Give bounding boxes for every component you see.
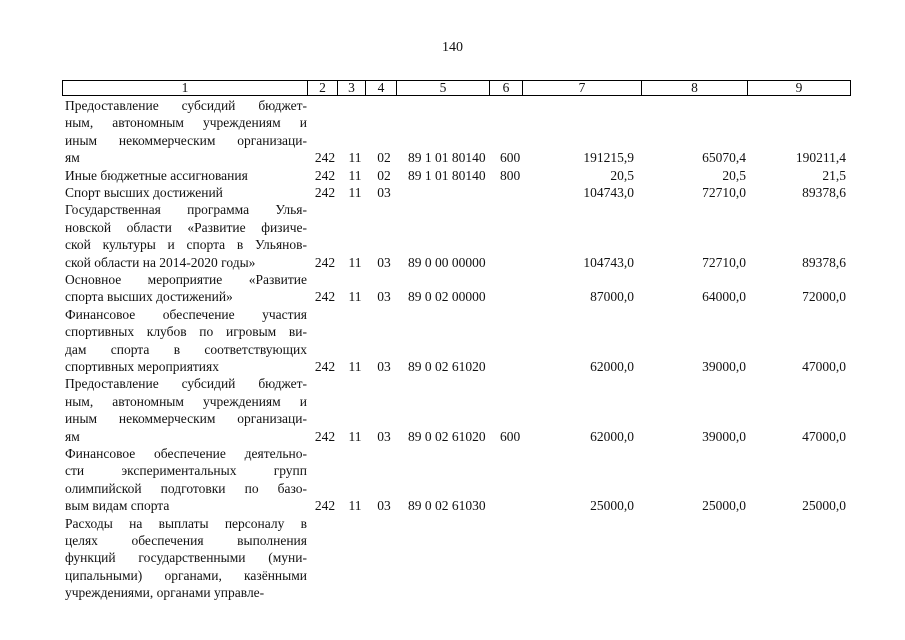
row-value-c5: 89 0 02 61020 xyxy=(408,358,486,374)
row-value-c8: 64000,0 xyxy=(702,289,746,305)
row-value-c9: 47000,0 xyxy=(802,358,846,374)
header-col-9: 9 xyxy=(747,81,850,95)
row-description xyxy=(65,184,307,201)
row-value-c3: 11 xyxy=(348,289,362,305)
row-description xyxy=(65,445,307,515)
row-value-c5: 89 1 01 80140 xyxy=(408,150,486,166)
row-value-c4: 02 xyxy=(377,167,391,183)
row-value-c9: 89378,6 xyxy=(802,254,846,270)
header-col-6: 6 xyxy=(489,81,522,95)
row-description-line: Спорт высших достижений xyxy=(65,185,223,200)
row-value-c7: 191215,9 xyxy=(583,150,634,166)
row-description-line: целях обеспечения выполнения xyxy=(65,533,307,548)
row-description-line: иным некоммерческим организаци- xyxy=(65,411,307,427)
row-value-c4: 02 xyxy=(377,150,391,166)
row-value-c8: 65070,4 xyxy=(702,150,746,166)
row-value-c4: 03 xyxy=(377,254,391,270)
row-description-line: вым видам спорта xyxy=(65,498,170,514)
row-value-c8: 72710,0 xyxy=(702,185,746,200)
row-value-c7: 62000,0 xyxy=(590,428,634,444)
row-value-c9: 190211,4 xyxy=(795,150,846,166)
row-value-c6: 600 xyxy=(500,150,521,166)
row-value-c8: 25000,0 xyxy=(702,498,746,514)
row-description-line: учреждениями, органами управле- xyxy=(65,585,265,601)
row-value-c8: 39000,0 xyxy=(702,428,746,444)
row-description-line: Предоставление субсидий бюджет- xyxy=(65,98,307,113)
row-value-c5: 89 0 00 00000 xyxy=(408,254,486,270)
row-value-c3: 11 xyxy=(348,358,362,374)
row-value-c3: 11 xyxy=(348,254,362,270)
row-description-line: ям xyxy=(65,428,80,444)
page-number: 140 xyxy=(442,40,463,55)
row-value-c4: 03 xyxy=(377,428,391,444)
row-value-c2: 242 xyxy=(314,167,336,183)
header-col-2: 2 xyxy=(307,81,337,95)
row-description-line: ской области на 2014-2020 годы» xyxy=(65,254,256,270)
row-description-line: Предоставление субсидий бюджет- xyxy=(65,376,307,392)
row-value-c9: 47000,0 xyxy=(802,428,846,444)
row-value-c9: 21,5 xyxy=(822,167,846,183)
row-value-c9: 89378,6 xyxy=(802,185,846,200)
row-value-c4: 03 xyxy=(377,498,391,514)
row-value-c7: 62000,0 xyxy=(590,358,634,374)
row-value-c2: 242 xyxy=(314,358,336,374)
row-description-line: ным, автономным учреждениям и xyxy=(65,115,307,131)
row-value-c7: 87000,0 xyxy=(590,289,634,305)
header-col-4: 4 xyxy=(365,81,396,95)
row-value-c8: 20,5 xyxy=(722,167,746,183)
row-value-c7: 104743,0 xyxy=(583,185,634,200)
row-value-c3: 11 xyxy=(348,185,362,200)
row-description-line: олимпийской подготовки по базо- xyxy=(65,480,307,496)
header-col-3: 3 xyxy=(337,81,365,95)
row-description-line: функций государственными (муни- xyxy=(65,550,307,566)
header-col-7: 7 xyxy=(522,81,641,95)
row-value-c4: 03 xyxy=(377,358,391,374)
row-value-c2: 242 xyxy=(314,254,336,270)
row-description-line: ным, автономным учреждениям и xyxy=(65,393,307,409)
row-value-c5: 89 0 02 61020 xyxy=(408,428,486,444)
header-col-8: 8 xyxy=(641,81,747,95)
row-description-line: Основное мероприятие «Развитие xyxy=(65,272,307,287)
row-description-line: ципальными) органами, казёнными xyxy=(65,567,307,583)
row-description-line: иным некоммерческим организаци- xyxy=(65,132,307,148)
row-value-c2: 242 xyxy=(314,498,336,514)
row-description xyxy=(65,167,307,184)
row-value-c6: 600 xyxy=(500,428,521,444)
row-description xyxy=(65,271,307,306)
row-value-c6: 800 xyxy=(500,167,521,183)
row-description xyxy=(65,201,307,271)
row-value-c9: 25000,0 xyxy=(802,498,846,514)
row-description-line: Финансовое обеспечение деятельно- xyxy=(65,446,307,461)
row-description-line: сти экспериментальных групп xyxy=(65,463,307,479)
row-value-c4: 03 xyxy=(377,185,391,200)
header-col-1: 1 xyxy=(181,80,189,95)
row-value-c9: 72000,0 xyxy=(802,289,846,305)
row-value-c2: 242 xyxy=(314,428,336,444)
row-description xyxy=(65,97,307,167)
row-value-c2: 242 xyxy=(314,185,336,200)
row-value-c7: 104743,0 xyxy=(583,254,634,270)
row-description-line: дам спорта в соответствующих xyxy=(65,341,307,357)
row-description-line: новской области «Развитие физиче- xyxy=(65,219,307,235)
row-description xyxy=(65,375,307,445)
row-description-line: Финансовое обеспечение участия xyxy=(65,306,307,322)
row-value-c8: 39000,0 xyxy=(702,358,746,374)
row-value-c7: 25000,0 xyxy=(590,498,634,514)
row-description-line: спорта высших достижений» xyxy=(65,289,233,305)
row-description-line: спортивных клубов по игровым ви- xyxy=(65,324,307,340)
row-description-line: спортивных мероприятиях xyxy=(65,359,219,375)
row-value-c3: 11 xyxy=(348,150,362,166)
table-header xyxy=(62,80,851,96)
row-description-line: Государственная программа Улья- xyxy=(65,202,307,218)
row-value-c4: 03 xyxy=(377,289,391,305)
row-description xyxy=(65,515,307,602)
row-description xyxy=(65,306,307,376)
row-value-c8: 72710,0 xyxy=(702,254,746,270)
row-description-line: Иные бюджетные ассигнования xyxy=(65,167,248,183)
row-value-c3: 11 xyxy=(348,498,362,514)
row-description-line: Расходы на выплаты персоналу в xyxy=(65,515,307,531)
header-col-5: 5 xyxy=(396,81,489,95)
row-value-c2: 242 xyxy=(314,150,336,166)
row-value-c5: 89 1 01 80140 xyxy=(408,167,486,183)
row-value-c5: 89 0 02 61030 xyxy=(408,498,486,514)
row-value-c3: 11 xyxy=(348,428,362,444)
row-value-c3: 11 xyxy=(348,167,362,183)
row-description-line: ской культуры и спорта в Ульянов- xyxy=(65,237,307,253)
row-value-c7: 20,5 xyxy=(610,167,634,183)
row-value-c5: 89 0 02 00000 xyxy=(408,289,486,305)
row-value-c2: 242 xyxy=(314,289,336,305)
row-description-line: ям xyxy=(65,150,80,166)
